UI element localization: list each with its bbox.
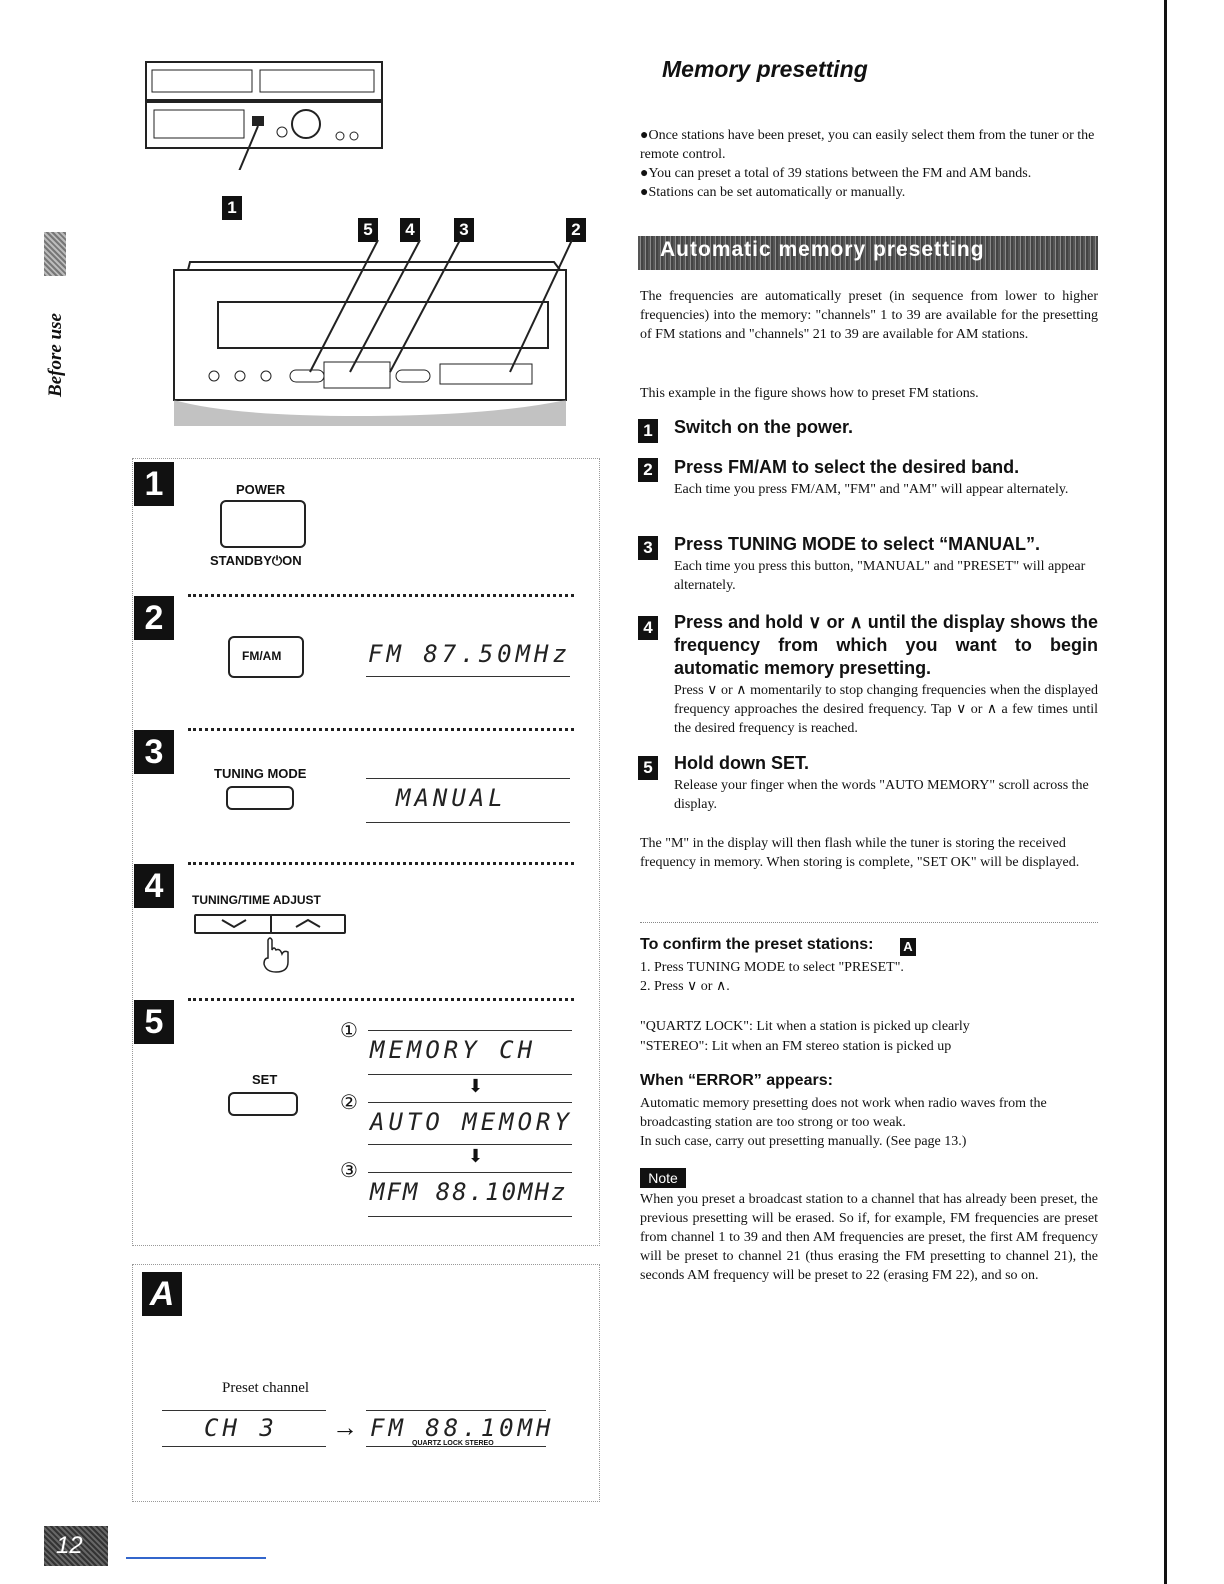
intro-bullet-1: ●Once stations have been preset, you can easily select them from the tuner or the remote control. [640,128,1095,162]
step-5-body: Release your finger when the words "AUTO MEMORY" scroll across the display. [674,778,1089,812]
page-number: 12 [44,1526,108,1566]
lcd-underline [366,676,570,677]
step-3-body: Each time you press this button, "MANUAL" and "PRESET" will appear alternately. [674,559,1086,593]
section-divider [640,922,1098,923]
lcd-channel: CH 3 [204,1414,278,1442]
lcd-underline [368,1216,572,1217]
tuning-mode-label: TUNING MODE [214,766,307,781]
page-title: Memory presetting [662,56,868,82]
fm-am-button-label: FM/AM [242,649,282,663]
lcd-overline [366,778,570,779]
divider [188,594,574,597]
page-edge-rule [1164,0,1167,1584]
sequence-marker-2: ② [340,1092,358,1114]
overview-callout-2: 2 [566,218,586,242]
hand-pointer-icon [256,936,296,976]
side-label: Before use [45,313,66,397]
down-arrow-icon: ⬇ [468,1146,484,1166]
figure-step-4-badge: 4 [134,864,174,908]
lcd-underline [368,1074,572,1075]
footer-link-line [126,1557,266,1559]
step-2-heading: Press FM/AM to select the desired band. [674,457,1020,477]
lcd-overline [162,1410,326,1411]
power-button[interactable] [220,500,306,548]
lcd-preset-freq: FM 88.10MH [370,1414,555,1442]
sequence-marker-1: ① [340,1020,358,1042]
quartz-lock-stereo-indicator: QUARTZ LOCK STEREO [412,1440,494,1447]
down-arrow-icon: ⬇ [468,1076,484,1096]
tuning-mode-button[interactable] [226,786,294,810]
figure-step-3-badge: 3 [134,730,174,774]
step-1-badge: 1 [638,419,658,443]
step-4-heading: Press and hold ∨ or ∧ until the display shows the frequency from which you want to begin automatic memory presetting. [674,612,1098,678]
fm-am-button[interactable] [228,636,304,678]
error-line-1: Automatic memory presetting does not work when radio waves from the broadcasting station are too strong or too weak. [640,1096,1047,1130]
step-5-badge: 5 [638,756,658,780]
overview-callout-1: 1 [222,196,242,220]
lcd-auto-memory: AUTO MEMORY [370,1108,573,1136]
quartz-lock-description: "QUARTZ LOCK": Lit when a station is picked up clearly [640,1019,970,1034]
figure-step-2-badge: 2 [134,596,174,640]
lcd-memory-ch: MEMORY CH [370,1036,537,1064]
preset-display-panel [132,1264,600,1502]
tuner-front-illustration [160,240,580,432]
error-heading: When “ERROR” appears: [640,1072,833,1089]
note-badge: Note [640,1168,686,1188]
step-1-heading: Switch on the power. [674,417,854,437]
storing-description: The "M" in the display will then flash while the tuner is storing the received frequency in memory. When storing is complete, "SET OK" will be displayed. [640,836,1080,870]
confirm-heading: To confirm the preset stations: [640,936,874,953]
step-2-badge: 2 [638,458,658,482]
error-line-2: In such case, carry out presetting manually. (See page 13.) [640,1134,967,1149]
set-button[interactable] [228,1092,298,1116]
step-3-badge: 3 [638,536,658,560]
lcd-manual: MANUAL [396,784,507,812]
lcd-underline [162,1446,326,1447]
section-tab-marker [44,232,66,276]
arrow-right-icon: → [332,1412,358,1442]
step-3-heading: Press TUNING MODE to select “MANUAL”. [674,534,1041,554]
section-banner: Automatic memory presetting [638,236,1098,270]
lcd-overline [368,1172,572,1173]
stereo-unit-illustration [120,40,390,170]
figure-step-5-badge: 5 [134,1000,174,1044]
stereo-overview-figure [120,40,390,170]
note-text: When you preset a broadcast station to a channel that has already been preset, the previous presetting will be erased. So if, for example, FM frequencies are preset from channel 1 to 39 and then AM frequencies are preset, the first AM frequency will be preset to channel 21 (thus erasing the FM presetting to channel 21), the seconds AM frequency will be preset to 22 (erasing FM 22), and so on. [640,1192,1098,1283]
sequence-marker-3: ③ [340,1160,358,1182]
step-4-badge: 4 [638,616,658,640]
tuning-time-adjust-label: TUNING/TIME ADJUST [192,893,321,907]
preset-channel-caption: Preset channel [222,1380,310,1396]
step-2-body: Each time you press FM/AM, "FM" and "AM" will appear alternately. [674,482,1069,497]
panel-a-badge: A [142,1272,182,1316]
divider [188,862,574,865]
divider [188,998,574,1001]
overview-callout-5: 5 [358,218,378,242]
intro-bullet-3: ●Stations can be set automatically or manually. [640,185,906,200]
intro-bullet-2: ●You can preset a total of 39 stations between the FM and AM bands. [640,166,1032,181]
lcd-overline [368,1030,572,1031]
example-note: This example in the figure shows how to preset FM stations. [640,386,979,401]
confirm-step-1: 1. Press TUNING MODE to select "PRESET". [640,960,904,975]
auto-description: The frequencies are automatically preset (in sequence from lower to higher frequencies) into the memory: "channels" 1 to 39 are available for the presetting of FM stations and "channels" 21 to 39 are available for AM stations. [640,289,1098,342]
lcd-mfm-88-10: MFM 88.10MHz [370,1178,568,1206]
lcd-overline [366,1410,546,1411]
standby-label: STANDBY⏻ON [210,553,302,568]
lcd-underline [368,1144,572,1145]
power-label: POWER [236,482,286,497]
step-4-body: Press ∨ or ∧ momentarily to stop changing frequencies when the displayed frequency approaches the desired frequency. Tap ∨ or ∧ a few times until the desired frequency is reached. [674,683,1098,736]
divider [188,728,574,731]
lcd-fm-87-50: FM 87.50MHz [368,640,571,668]
figure-step-1-badge: 1 [134,462,174,506]
stereo-description: "STEREO": Lit when an FM stereo station is picked up [640,1039,952,1054]
set-label: SET [252,1072,278,1087]
step-5-heading: Hold down SET. [674,753,809,773]
lcd-underline [366,822,570,823]
confirm-badge: A [900,938,916,956]
overview-callout-3: 3 [454,218,474,242]
overview-callout-4: 4 [400,218,420,242]
lcd-overline [368,1102,572,1103]
confirm-step-2: 2. Press ∨ or ∧. [640,979,730,994]
tuning-arrows-icon [212,914,332,932]
